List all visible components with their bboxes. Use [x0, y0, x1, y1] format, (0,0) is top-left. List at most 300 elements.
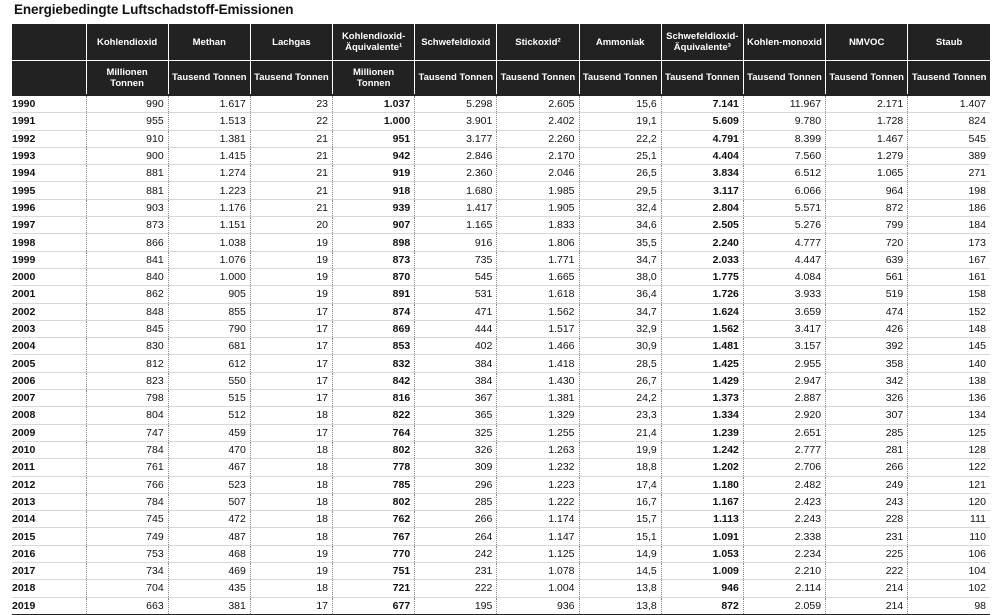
table-cell: 515 [168, 390, 250, 407]
table-cell: 798 [86, 390, 168, 407]
table-cell: 2.240 [661, 234, 743, 251]
table-cell: 5.276 [743, 217, 825, 234]
table-cell: 3.834 [661, 165, 743, 182]
table-cell: 365 [415, 407, 497, 424]
table-cell: 3.157 [743, 338, 825, 355]
header-corner [12, 24, 86, 61]
table-row [12, 147, 990, 164]
table-cell: 111 [908, 511, 990, 528]
table-row [12, 372, 990, 389]
table-cell: 1.000 [168, 268, 250, 285]
table-cell: 2.033 [661, 251, 743, 268]
table-cell: 2.605 [497, 95, 579, 113]
table-row [12, 95, 990, 113]
table-cell: 841 [86, 251, 168, 268]
table-cell: 23,3 [579, 407, 661, 424]
table-row [12, 580, 990, 597]
emissions-table [12, 24, 990, 615]
table-cell: 242 [415, 545, 497, 562]
table-cell: 104 [908, 563, 990, 580]
table-cell: 19,1 [579, 113, 661, 130]
table-cell: 2.920 [743, 407, 825, 424]
table-cell: 745 [86, 511, 168, 528]
table-cell: 17 [250, 424, 332, 441]
table-cell: 2.777 [743, 441, 825, 458]
table-cell: 900 [86, 147, 168, 164]
table-cell: 2.651 [743, 424, 825, 441]
table-cell: 307 [826, 407, 908, 424]
table-row [12, 113, 990, 130]
table-cell: 1.726 [661, 286, 743, 303]
table-cell: 869 [333, 320, 415, 337]
table-cell: 11.967 [743, 95, 825, 113]
table-cell: 946 [661, 580, 743, 597]
table-cell: 812 [86, 355, 168, 372]
table-cell: 198 [908, 182, 990, 199]
row-year: 1995 [12, 182, 86, 199]
table-cell: 35,5 [579, 234, 661, 251]
table-cell: 18,8 [579, 459, 661, 476]
table-cell: 1.665 [497, 268, 579, 285]
table-cell: 872 [826, 199, 908, 216]
table-cell: 770 [333, 545, 415, 562]
table-cell: 22,2 [579, 130, 661, 147]
table-cell: 830 [86, 338, 168, 355]
table-cell: 2.402 [497, 113, 579, 130]
table-cell: 225 [826, 545, 908, 562]
table-cell: 435 [168, 580, 250, 597]
table-cell: 873 [333, 251, 415, 268]
table-cell: 1.381 [168, 130, 250, 147]
table-cell: 14,5 [579, 563, 661, 580]
table-cell: 19 [250, 286, 332, 303]
table-cell: 326 [415, 441, 497, 458]
table-cell: 753 [86, 545, 168, 562]
table-cell: 26,7 [579, 372, 661, 389]
table-row [12, 199, 990, 216]
column-header: Staub [908, 24, 990, 61]
table-cell: 1.165 [415, 217, 497, 234]
table-cell: 1.202 [661, 459, 743, 476]
row-year: 1999 [12, 251, 86, 268]
table-cell: 2.243 [743, 511, 825, 528]
header-corner-units [12, 61, 86, 96]
row-year: 2004 [12, 338, 86, 355]
table-cell: 507 [168, 493, 250, 510]
table-cell: 2.059 [743, 597, 825, 614]
table-cell: 1.274 [168, 165, 250, 182]
table-cell: 1.053 [661, 545, 743, 562]
column-unit: Tausend Tonnen [661, 61, 743, 96]
column-header: Ammoniak [579, 24, 661, 61]
row-year: 2000 [12, 268, 86, 285]
table-cell: 21 [250, 199, 332, 216]
table-cell: 5.571 [743, 199, 825, 216]
table-cell: 326 [826, 390, 908, 407]
table-cell: 939 [333, 199, 415, 216]
table-cell: 2.706 [743, 459, 825, 476]
table-cell: 1.232 [497, 459, 579, 476]
table-row [12, 320, 990, 337]
table-cell: 964 [826, 182, 908, 199]
table-cell: 17 [250, 355, 332, 372]
column-header: Kohlendioxid [86, 24, 168, 61]
table-cell: 19 [250, 268, 332, 285]
table-cell: 231 [415, 563, 497, 580]
table-cell: 1.125 [497, 545, 579, 562]
table-cell: 7.560 [743, 147, 825, 164]
table-cell: 470 [168, 441, 250, 458]
table-cell: 1.425 [661, 355, 743, 372]
row-year: 2008 [12, 407, 86, 424]
table-cell: 842 [333, 372, 415, 389]
row-year: 2005 [12, 355, 86, 372]
row-year: 2007 [12, 390, 86, 407]
column-header: Methan [168, 24, 250, 61]
table-cell: 184 [908, 217, 990, 234]
table-cell: 18 [250, 493, 332, 510]
table-cell: 2.171 [826, 95, 908, 113]
table-cell: 720 [826, 234, 908, 251]
table-row [12, 303, 990, 320]
table-cell: 128 [908, 441, 990, 458]
table-cell: 98 [908, 597, 990, 614]
column-unit: Millionen Tonnen [86, 61, 168, 96]
table-cell: 802 [333, 441, 415, 458]
row-year: 1992 [12, 130, 86, 147]
table-cell: 1.562 [497, 303, 579, 320]
table-header [12, 24, 990, 95]
table-cell: 110 [908, 528, 990, 545]
table-cell: 790 [168, 320, 250, 337]
table-cell: 148 [908, 320, 990, 337]
table-cell: 862 [86, 286, 168, 303]
table-cell: 1.091 [661, 528, 743, 545]
table-cell: 122 [908, 459, 990, 476]
table-row [12, 268, 990, 285]
table-cell: 1.000 [333, 113, 415, 130]
row-year: 2019 [12, 597, 86, 614]
table-cell: 2.360 [415, 165, 497, 182]
table-cell: 3.659 [743, 303, 825, 320]
table-cell: 873 [86, 217, 168, 234]
table-cell: 231 [826, 528, 908, 545]
table-cell: 34,7 [579, 303, 661, 320]
table-cell: 17 [250, 372, 332, 389]
table-row [12, 130, 990, 147]
table-cell: 1.076 [168, 251, 250, 268]
table-cell: 816 [333, 390, 415, 407]
table-cell: 367 [415, 390, 497, 407]
row-year: 2015 [12, 528, 86, 545]
table-cell: 1.037 [333, 95, 415, 113]
row-year: 1993 [12, 147, 86, 164]
table-cell: 389 [908, 147, 990, 164]
table-cell: 18 [250, 528, 332, 545]
table-cell: 802 [333, 493, 415, 510]
table-cell: 3.177 [415, 130, 497, 147]
table-cell: 266 [415, 511, 497, 528]
table-cell: 1.180 [661, 476, 743, 493]
table-cell: 34,7 [579, 251, 661, 268]
table-cell: 158 [908, 286, 990, 303]
table-cell: 1.624 [661, 303, 743, 320]
table-cell: 8.399 [743, 130, 825, 147]
table-cell: 1.223 [168, 182, 250, 199]
table-cell: 15,1 [579, 528, 661, 545]
table-cell: 2.170 [497, 147, 579, 164]
table-cell: 28,5 [579, 355, 661, 372]
table-cell: 545 [908, 130, 990, 147]
row-year: 1990 [12, 95, 86, 113]
table-cell: 1.151 [168, 217, 250, 234]
table-cell: 3.417 [743, 320, 825, 337]
table-cell: 990 [86, 95, 168, 113]
table-cell: 1.775 [661, 268, 743, 285]
column-unit: Tausend Tonnen [579, 61, 661, 96]
row-year: 2018 [12, 580, 86, 597]
table-cell: 2.046 [497, 165, 579, 182]
table-cell: 402 [415, 338, 497, 355]
table-cell: 125 [908, 424, 990, 441]
table-cell: 21 [250, 147, 332, 164]
table-cell: 2.804 [661, 199, 743, 216]
table-cell: 23 [250, 95, 332, 113]
table-cell: 384 [415, 372, 497, 389]
table-cell: 459 [168, 424, 250, 441]
table-cell: 22 [250, 113, 332, 130]
table-cell: 20 [250, 217, 332, 234]
table-cell: 1.381 [497, 390, 579, 407]
table-cell: 874 [333, 303, 415, 320]
table-cell: 1.113 [661, 511, 743, 528]
table-cell: 266 [826, 459, 908, 476]
table-cell: 639 [826, 251, 908, 268]
table-cell: 907 [333, 217, 415, 234]
table-cell: 855 [168, 303, 250, 320]
table-cell: 285 [826, 424, 908, 441]
table-cell: 519 [826, 286, 908, 303]
table-cell: 1.517 [497, 320, 579, 337]
column-unit: Tausend Tonnen [497, 61, 579, 96]
table-cell: 17 [250, 303, 332, 320]
column-header: Schwefeldioxid-Äquivalente³ [661, 24, 743, 61]
table-cell: 1.004 [497, 580, 579, 597]
table-cell: 3.901 [415, 113, 497, 130]
row-year: 2010 [12, 441, 86, 458]
table-cell: 2.887 [743, 390, 825, 407]
table-cell: 761 [86, 459, 168, 476]
table-cell: 13,8 [579, 580, 661, 597]
table-cell: 467 [168, 459, 250, 476]
table-cell: 866 [86, 234, 168, 251]
table-cell: 919 [333, 165, 415, 182]
table-cell: 134 [908, 407, 990, 424]
column-unit: Tausend Tonnen [908, 61, 990, 96]
table-cell: 1.263 [497, 441, 579, 458]
table-row [12, 355, 990, 372]
table-cell: 1.728 [826, 113, 908, 130]
row-year: 2009 [12, 424, 86, 441]
table-cell: 19 [250, 545, 332, 562]
table-cell: 872 [661, 597, 743, 614]
table-cell: 222 [415, 580, 497, 597]
table-cell: 749 [86, 528, 168, 545]
table-cell: 1.176 [168, 199, 250, 216]
table-cell: 487 [168, 528, 250, 545]
table-cell: 840 [86, 268, 168, 285]
table-cell: 19 [250, 234, 332, 251]
table-cell: 677 [333, 597, 415, 614]
table-cell: 271 [908, 165, 990, 182]
table-cell: 18 [250, 459, 332, 476]
table-row [12, 493, 990, 510]
table-cell: 1.562 [661, 320, 743, 337]
row-year: 2011 [12, 459, 86, 476]
table-cell: 1.223 [497, 476, 579, 493]
table-cell: 955 [86, 113, 168, 130]
table-cell: 951 [333, 130, 415, 147]
row-year: 2003 [12, 320, 86, 337]
table-cell: 785 [333, 476, 415, 493]
column-unit: Tausend Tonnen [743, 61, 825, 96]
table-cell: 222 [826, 563, 908, 580]
table-row [12, 217, 990, 234]
table-row [12, 459, 990, 476]
table-cell: 384 [415, 355, 497, 372]
table-cell: 2.947 [743, 372, 825, 389]
table-cell: 1.009 [661, 563, 743, 580]
table-cell: 1.418 [497, 355, 579, 372]
table-cell: 36,4 [579, 286, 661, 303]
column-unit: Tausend Tonnen [168, 61, 250, 96]
table-cell: 15,6 [579, 95, 661, 113]
table-cell: 1.255 [497, 424, 579, 441]
column-header: Kohlen-monoxid [743, 24, 825, 61]
table-cell: 1.167 [661, 493, 743, 510]
table-row [12, 251, 990, 268]
table-cell: 4.777 [743, 234, 825, 251]
table-cell: 6.066 [743, 182, 825, 199]
table-cell: 468 [168, 545, 250, 562]
table-cell: 550 [168, 372, 250, 389]
table-cell: 228 [826, 511, 908, 528]
table-cell: 1.174 [497, 511, 579, 528]
table-row [12, 545, 990, 562]
table-cell: 1.985 [497, 182, 579, 199]
table-cell: 474 [826, 303, 908, 320]
table-cell: 918 [333, 182, 415, 199]
table-cell: 3.933 [743, 286, 825, 303]
table-cell: 1.513 [168, 113, 250, 130]
table-cell: 5.298 [415, 95, 497, 113]
table-cell: 545 [415, 268, 497, 285]
column-header: Lachgas [250, 24, 332, 61]
table-cell: 2.210 [743, 563, 825, 580]
row-year: 1991 [12, 113, 86, 130]
table-cell: 32,4 [579, 199, 661, 216]
table-body [12, 95, 990, 614]
table-cell: 186 [908, 199, 990, 216]
table-cell: 881 [86, 165, 168, 182]
table-row [12, 390, 990, 407]
table-cell: 249 [826, 476, 908, 493]
table-cell: 916 [415, 234, 497, 251]
table-cell: 512 [168, 407, 250, 424]
table-row [12, 441, 990, 458]
table-row [12, 424, 990, 441]
column-header: NMVOC [826, 24, 908, 61]
table-cell: 2.505 [661, 217, 743, 234]
table-cell: 342 [826, 372, 908, 389]
table-cell: 21 [250, 130, 332, 147]
table-cell: 472 [168, 511, 250, 528]
column-header: Stickoxid² [497, 24, 579, 61]
table-cell: 309 [415, 459, 497, 476]
table-cell: 1.466 [497, 338, 579, 355]
table-cell: 1.415 [168, 147, 250, 164]
table-cell: 2.482 [743, 476, 825, 493]
table-row [12, 165, 990, 182]
table-cell: 195 [415, 597, 497, 614]
table-cell: 17 [250, 320, 332, 337]
table-cell: 612 [168, 355, 250, 372]
row-year: 1996 [12, 199, 86, 216]
table-cell: 891 [333, 286, 415, 303]
table-cell: 936 [497, 597, 579, 614]
table-row [12, 286, 990, 303]
table-cell: 426 [826, 320, 908, 337]
table-title: Energiebedingte Luftschadstoff-Emissionen [14, 2, 294, 17]
table-cell: 784 [86, 493, 168, 510]
table-cell: 18 [250, 511, 332, 528]
table-cell: 1.407 [908, 95, 990, 113]
table-cell: 1.905 [497, 199, 579, 216]
table-cell: 784 [86, 441, 168, 458]
table-cell: 721 [333, 580, 415, 597]
table-cell: 30,9 [579, 338, 661, 355]
table-cell: 523 [168, 476, 250, 493]
row-year: 2012 [12, 476, 86, 493]
table-cell: 1.617 [168, 95, 250, 113]
table-cell: 469 [168, 563, 250, 580]
table-cell: 905 [168, 286, 250, 303]
table-row [12, 338, 990, 355]
table-cell: 136 [908, 390, 990, 407]
column-header: Kohlendioxid-Äquivalente¹ [333, 24, 415, 61]
table-cell: 24,2 [579, 390, 661, 407]
table-cell: 1.417 [415, 199, 497, 216]
table-cell: 25,1 [579, 147, 661, 164]
table-cell: 804 [86, 407, 168, 424]
table-cell: 942 [333, 147, 415, 164]
table-cell: 4.084 [743, 268, 825, 285]
table-cell: 824 [908, 113, 990, 130]
table-cell: 13,8 [579, 597, 661, 614]
table-cell: 870 [333, 268, 415, 285]
table-cell: 17 [250, 597, 332, 614]
table-cell: 140 [908, 355, 990, 372]
table-cell: 17 [250, 390, 332, 407]
row-year: 1994 [12, 165, 86, 182]
table-cell: 799 [826, 217, 908, 234]
table-cell: 281 [826, 441, 908, 458]
table-cell: 898 [333, 234, 415, 251]
table-cell: 32,9 [579, 320, 661, 337]
table-cell: 1.279 [826, 147, 908, 164]
column-unit: Tausend Tonnen [250, 61, 332, 96]
table-cell: 471 [415, 303, 497, 320]
